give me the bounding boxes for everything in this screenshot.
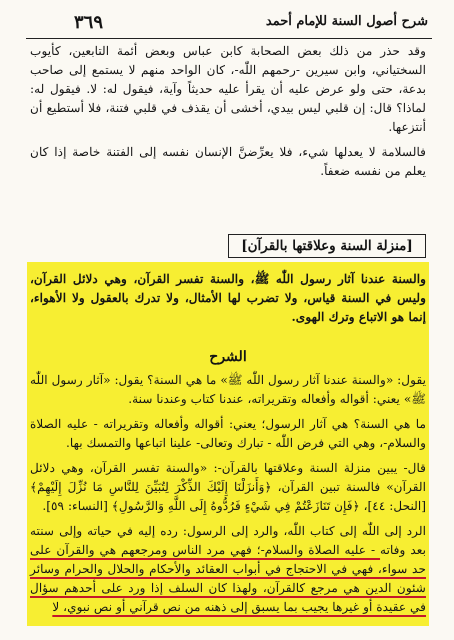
commentary-paragraph-4 (30, 522, 426, 617)
commentary-paragraph-1: يقول: «والسنة عندنا آثار رسول اللّٰه ﷺ» ما هي السنة؟ يقول: «آثار رسول اللّٰه ﷺ» يعني: أقواله وأفعاله وتقريراته، عندنا كتاب وعندنا سنة. (30, 373, 426, 406)
imam-quote: والسنة عندنا آثار رسول اللّٰه ﷺ، والسنة تفسر القرآن، وهي دلائل القرآن، وليس في السنة قياس، ولا تضرب لها الأمثال، ولا تدرك بالعقول ولا الأهواء، إنما هو الاتباع وترك الهوى. (30, 272, 426, 324)
commentary-paragraph-2: ما هي السنة؟ هي آثار الرسول؛ يعني: أقواله وأفعاله وتقريراته - عليه الصلاة والسلام-، وهي التي فرض اللّٰه - تبارك وتعالى- علينا اتباعها والتمسك بها. (30, 417, 426, 450)
running-title: شرح أصول السنة للإمام أحمد (265, 14, 428, 29)
page-number: ٣٦٩ (74, 12, 104, 33)
page-header (26, 4, 432, 39)
red-underlined-text: - عليه الصلاة والسلام-؛ فهي مرد الناس ومرجعهم هي والقرآن على حد سواء، فهي في الاحتجاج في أبواب العقائد والأحكام والحلال والحرام وسائر شئون الدين هي مرجع كالقرآن، ولهذا كان السلف إذا ورد على أحدهم سؤال في عقيدة أو غيرها يجيب بما يسبق إلى ذهنه من نص قرآني أو نص نبوي، لا (30, 543, 426, 614)
intro-text (30, 42, 426, 187)
commentary-paragraph-3: قال- يبين منزلة السنة وعلاقتها بالقرآن-: «والسنة تفسر القرآن، وهي دلائل القرآن» فالسنة تبين القرآن، ﴿وَأَنزَلْنَا إِلَيْكَ الذِّكْرَ لِتُبَيِّنَ لِلنَّاسِ مَا نُزِّلَ إِلَيْهِمْ﴾ [النحل: ٤٤]، ﴿فَإِن تَنَازَعْتُمْ فِي شَيْءٍ فَرُدُّوهُ إِلَى اللَّهِ وَالرَّسُولِ﴾ [النساء: ٥٩]. (30, 461, 426, 513)
commentary-text (30, 371, 426, 623)
section-title: [منزلة السنة وعلاقتها بالقرآن] (228, 234, 426, 258)
commentary-p4-plain: الرد إلى اللّٰه إلى كتاب اللّٰه، والرد إلى الرسول: رده إليه في حياته وإلى سنته بعد وفاته (30, 524, 426, 557)
sharh-heading: الشرح (209, 349, 247, 365)
intro-paragraph-1: وقد حذر من ذلك بعض الصحابة كابن عباس وبعض أئمة التابعين، كأيوب السختياني، وابن سيرين -رحمهم اللّٰه-، كان الواحد منهم لا يستمع إلى صاحب بدعة، حتى ولو عرض عليه أن يقرأ عليه حديثاً وآية، فيقول له: لا. فيقول له: لماذا؟ قال: إن قلبي ليس بيدي، أخشى أن يقذف في قلبي فتنة، فلا أستطيع أن أنتزعها. (30, 44, 426, 134)
intro-paragraph-2: فالسلامة لا يعدلها شيء، فلا يعرِّضنَّ الإنسان نفسه إلى الفتنة خاصة إذا كان يعلم من نفسه ضعفاً. (30, 145, 426, 178)
